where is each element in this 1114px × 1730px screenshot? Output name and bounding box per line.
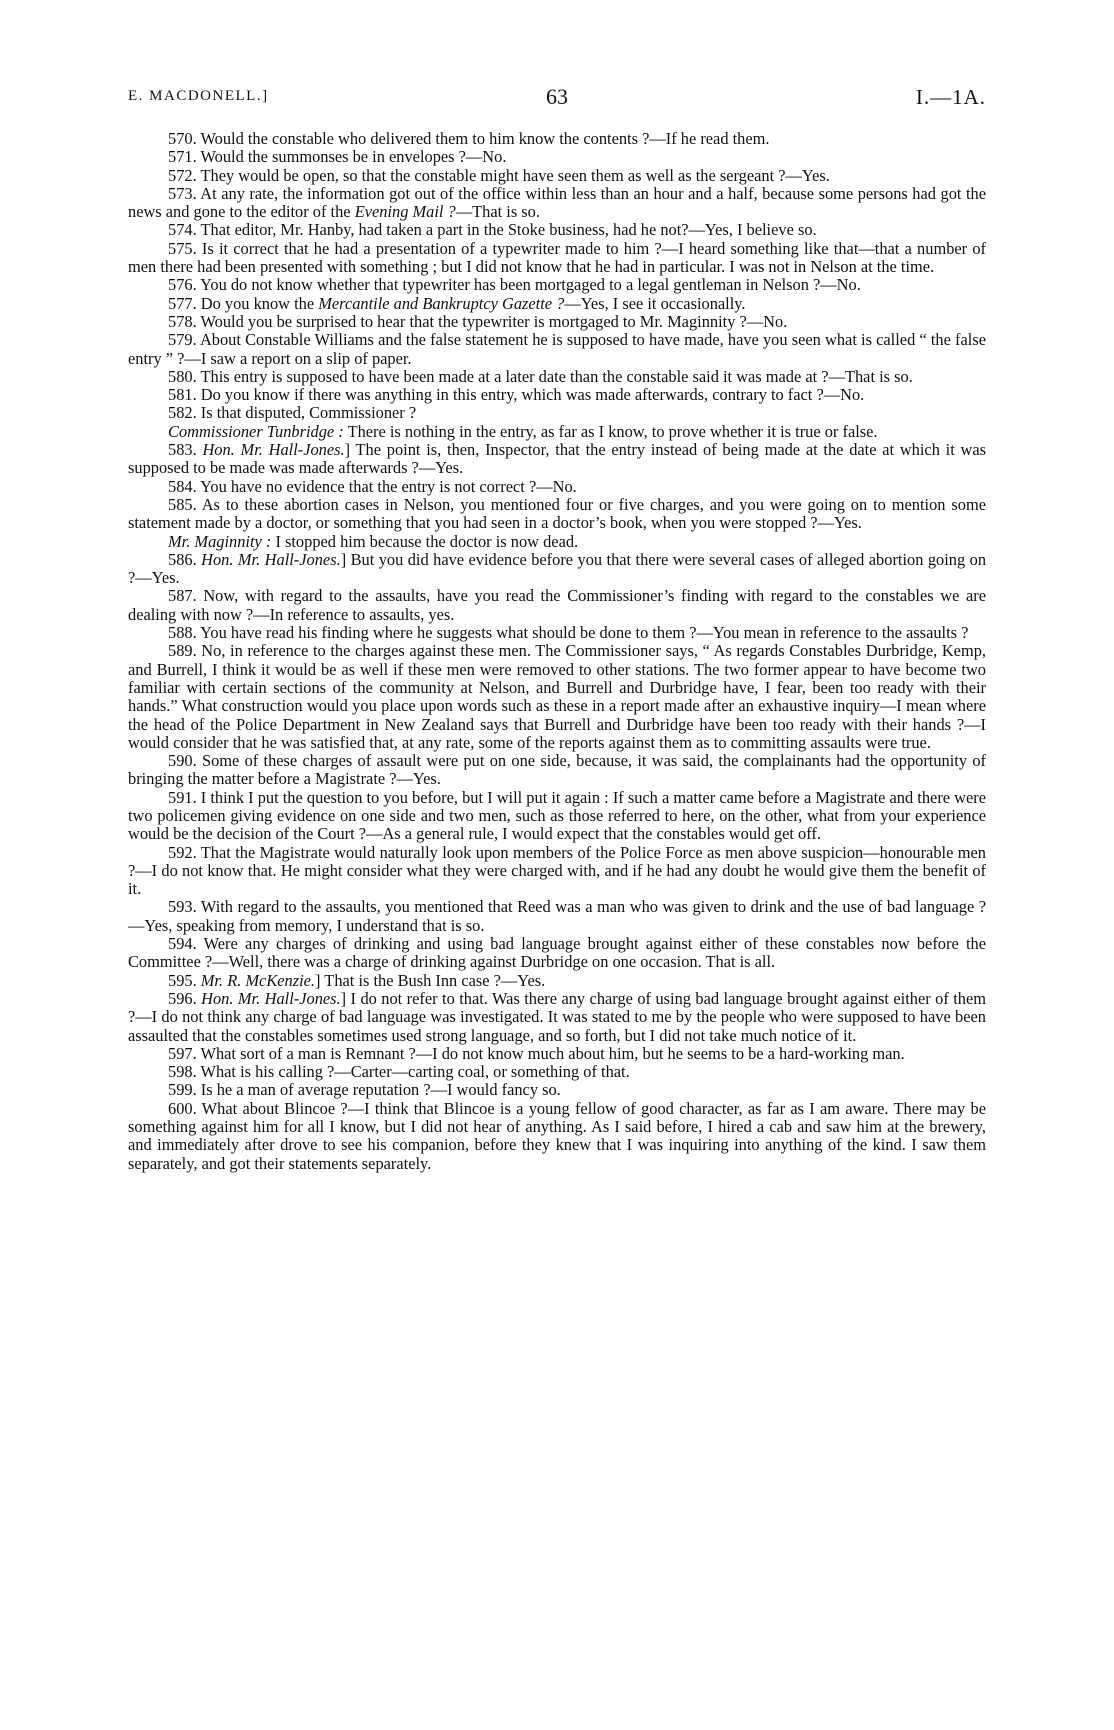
paragraph-573 xyxy=(128,185,986,222)
paragraph-588: 588. You have read his finding where he suggests what should be done to them ?—You mean in reference to the assaults ? xyxy=(168,623,969,643)
commissioner-statement xyxy=(128,423,986,441)
header-witness-name: E. MACDONELL.] xyxy=(128,88,269,104)
paragraph-589: 589. No, in reference to the charges against these men. The Commissioner says, “ As regards Constables Durbridge, Kemp, and Burrell, I think it would be as well if these men were removed to other stations. The two former appear to have become two familiar with certain sections of the community at Nelson, and Burrell and Durbridge have, I fear, been too ready with their hands.” What construction would you place upon words such as these in a report made after an exhaustive inquiry—I mean where the head of the Police Department in New Zealand says that Burrell and Durbridge have been too ready with their hands ?—I would consider that he was satisfied that, at any rate, some of the reports against them as to committing assaults were true. xyxy=(128,641,986,752)
paragraph-585: 585. As to these abortion cases in Nelson, you mentioned four or five charges, and you were going on to mention some statement made by a doctor, or something that you had seen in a doctor’s book, when you were stopped ?—Yes. xyxy=(128,494,986,533)
paragraph-580: 580. This entry is supposed to have been made at a later date than the constable said it was made at ?—That is so. xyxy=(168,366,913,386)
paragraph-573-answer: —That is so. xyxy=(455,202,540,222)
paragraph-596 xyxy=(128,990,986,1045)
paragraph-572: 572. They would be open, so that the constable might have seen them as well as the sergeant ?—Yes. xyxy=(168,165,830,185)
paragraph-595 xyxy=(128,972,986,990)
paragraph-599: 599. Is he a man of average reputation ?—I would fancy so. xyxy=(168,1080,561,1100)
speaker-mckenzie: Mr. R. McKenzie. xyxy=(200,970,316,990)
paragraph-577-answer: —Yes, I see it occasionally. xyxy=(564,293,746,313)
paragraph-578: 578. Would you be surprised to hear that the typewriter is mortgaged to Mr. Maginnity ?—No. xyxy=(168,311,788,331)
paragraph-577-text: 577. Do you know the xyxy=(168,293,319,313)
paragraph-570: 570. Would the constable who delivered them to him know the contents ?—If he read them. xyxy=(168,129,770,148)
body-text xyxy=(128,130,986,1173)
paragraph-575: 575. Is it correct that he had a presentation of a typewriter made to him ?—I heard something like that—that a number of men there had been presented with something ; but I did not know that he had in particular. I was not in Nelson at the time. xyxy=(128,238,986,277)
paragraph-586 xyxy=(128,551,986,588)
paragraph-595-number: 595. xyxy=(168,970,201,990)
paragraph-596-number: 596. xyxy=(168,988,202,1008)
paragraph-596-text: ] I do not refer to that. Was there any charge of using bad language brought against either of them ?—I do not think any charge of bad language was investigated. It was stated to me by the people who were supposed to have been assaulted that the constables sometimes used strong language, and so forth, but I did not take much notice of it. xyxy=(128,988,987,1045)
gazette-title: Mercantile and Bankruptcy Gazette ? xyxy=(318,293,565,313)
page-number: 63 xyxy=(546,84,568,109)
paragraph-595-text: ] That is the Bush Inn case ?—Yes. xyxy=(315,970,546,990)
paragraph-579: 579. About Constable Williams and the false statement he is supposed to have made, have you seen what is called “ the false entry ” ?—I saw a report on a slip of paper. xyxy=(128,330,986,368)
paragraph-586-text: ] But you did have evidence before you that there were several cases of alleged abortion going on ?—Yes. xyxy=(128,549,987,588)
speaker-maginnity: Mr. Maginnity : xyxy=(168,531,272,551)
paragraph-574: 574. That editor, Mr. Hanby, had taken a part in the Stoke business, had he not?—Yes, I believe so. xyxy=(168,220,817,240)
paragraph-593: 593. With regard to the assaults, you mentioned that Reed was a man who was given to drink and the use of bad language ?—Yes, speaking from memory, I understand that is so. xyxy=(128,897,986,935)
paragraph-576: 576. You do not know whether that typewriter has been mortgaged to a legal gentleman in Nelson ?—No. xyxy=(168,275,861,295)
paragraph-582: 582. Is that disputed, Commissioner ? xyxy=(168,403,417,423)
paragraph-573-text: 573. At any rate, the information got out of the office within less than an hour and a half, because some persons had got the news and gone to the editor of the xyxy=(128,183,986,222)
commissioner-statement-text: There is nothing in the entry, as far as I know, to prove whether it is true or false. xyxy=(343,421,878,441)
newspaper-title: Evening Mail ? xyxy=(354,202,456,222)
paragraph-583-text: ] The point is, then, Inspector, that the entry instead of being made at the date at which it was supposed to be made was made afterwards ?—Yes. xyxy=(128,440,987,478)
speaker-hall-jones: Hon. Mr. Hall-Jones. xyxy=(201,988,341,1008)
maginnity-statement xyxy=(128,533,986,551)
paragraph-584: 584. You have no evidence that the entry is not correct ?—No. xyxy=(168,476,577,496)
paragraph-600: 600. What about Blincoe ?—I think that Blincoe is a young fellow of good character, as far as I am aware. There may be something against him for all I know, but I did not hear of anything. As I said before, I hired a cab and saw him at the brewery, and immediately after drove to see his companion, before they knew that I was inquiring into anything of the kind. I saw them separately, and got their statements separately. xyxy=(128,1098,986,1173)
maginnity-statement-text: I stopped him because the doctor is now dead. xyxy=(271,531,579,551)
speaker-commissioner: Commissioner Tunbridge : xyxy=(168,421,344,441)
paragraph-592: 592. That the Magistrate would naturally look upon members of the Police Force as men above suspicion—honourable men ?—I do not know that. He might consider what they were charged with, and if he had any doubt he would give them the benefit of it. xyxy=(128,842,986,899)
paragraph-571: 571. Would the summonses be in envelopes ?—No. xyxy=(168,147,507,167)
speaker-hall-jones: Hon. Mr. Hall-Jones. xyxy=(201,549,341,569)
running-head xyxy=(128,84,986,114)
paragraph-597: 597. What sort of a man is Remnant ?—I do not know much about him, but he seems to be a hard-working man. xyxy=(168,1043,905,1063)
paragraph-591: 591. I think I put the question to you before, but I will put it again : If such a matter came before a Magistrate and there were two policemen giving evidence on one side and two men, such as those referred to here, on the other, what from your experience would be the decision of the Court ?—As a general rule, I would expect that the constables would get off. xyxy=(128,787,986,844)
paragraph-586-number: 586. xyxy=(168,549,202,569)
paragraph-587: 587. Now, with regard to the assaults, have you read the Commissioner’s finding with regard to the constables we are dealing with now ?—In reference to assaults, yes. xyxy=(128,586,986,624)
paragraph-577 xyxy=(128,295,986,313)
paragraph-583 xyxy=(128,441,986,478)
paragraph-581: 581. Do you know if there was anything in this entry, which was made afterwards, contrary to fact ?—No. xyxy=(168,385,865,405)
paragraph-590: 590. Some of these charges of assault were put on one side, because, it was said, the complainants had the opportunity of bringing the matter before a Magistrate ?—Yes. xyxy=(128,751,986,789)
paragraph-598: 598. What is his calling ?—Carter—carting coal, or something of that. xyxy=(168,1062,630,1082)
paragraph-583-number: 583. xyxy=(168,440,203,460)
document-reference: I.—1A. xyxy=(915,85,986,109)
speaker-hall-jones: Hon. Mr. Hall-Jones. xyxy=(202,440,345,460)
paragraph-594: 594. Were any charges of drinking and using bad language brought against either of these constables now before the Committee ?—Well, there was a charge of drinking against Durbridge on one occasion. That is all. xyxy=(128,934,986,972)
